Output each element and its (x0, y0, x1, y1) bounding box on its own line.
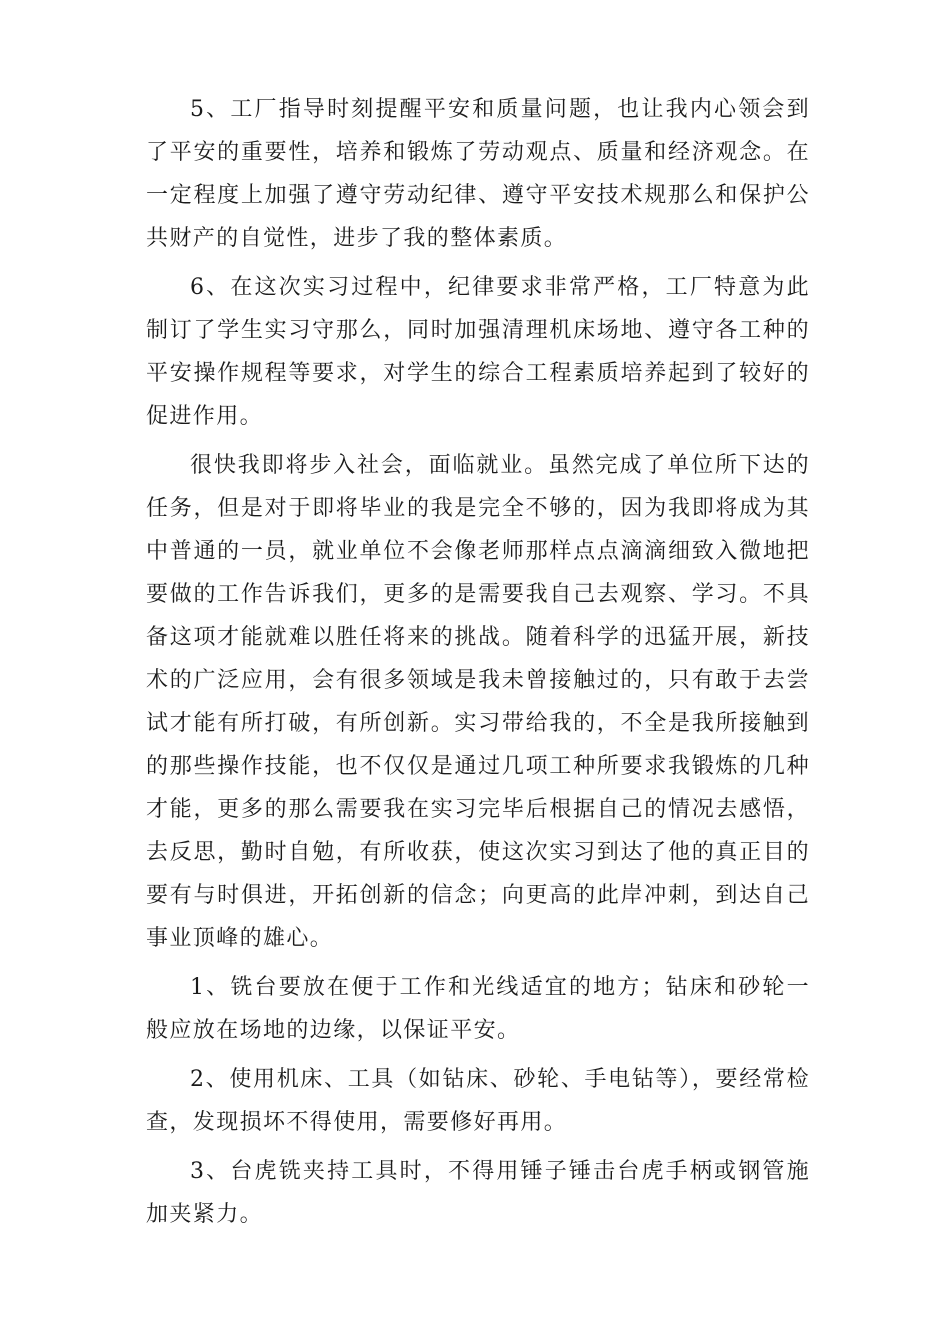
paragraph-rule-2: 2、使用机床、工具（如钻床、砂轮、手电钻等），要经常检查，发现损坏不得使用，需要修好再用。 (146, 1067, 810, 1135)
paragraph-safety-awareness: 5、工厂指导时刻提醒平安和质量问题，也让我内心领会到了平安的重要性，培养和锻炼了劳动观点、质量和经济观念。在一定程度上加强了遵守劳动纪律、遵守平安技术规那么和保护公共财产的自觉性，进步了我的整体素质。 (146, 97, 810, 251)
paragraph-employment-reflection: 很快我即将步入社会，面临就业。虽然完成了单位所下达的任务，但是对于即将毕业的我是完全不够的，因为我即将成为其中普通的一员，就业单位不会像老师那样点点滴滴细致入微地把要做的工作告诉我们，更多的是需要我自己去观察、学习。不具备这项才能就难以胜任将来的挑战。随着科学的迅猛开展，新技术的广泛应用，会有很多领域是我未曾接触过的，只有敢于去尝试才能有所打破，有所创新。实习带给我的，不全是我所接触到的那些操作技能，也不仅仅是通过几项工种所要求我锻炼的几种才能，更多的那么需要我在实习完毕后根据自己的情况去感悟，去反思，勤时自勉，有所收获，使这次实习到达了他的真正目的要有与时俱进，开拓创新的信念；向更高的此岸冲刺，到达自己事业顶峰的雄心。 (146, 453, 810, 951)
document-body (146, 88, 810, 1242)
paragraph-discipline: 6、在这次实习过程中，纪律要求非常严格，工厂特意为此制订了学生实习守那么，同时加强清理机床场地、遵守各工种的平安操作规程等要求，对学生的综合工程素质培养起到了较好的促进作用。 (146, 275, 810, 429)
paragraph-rule-3: 3、台虎铣夹持工具时，不得用锤子锤击台虎手柄或钢管施加夹紧力。 (146, 1159, 810, 1227)
paragraph-rule-1: 1、铣台要放在便于工作和光线适宜的地方；钻床和砂轮一般应放在场地的边缘，以保证平安。 (146, 975, 810, 1043)
